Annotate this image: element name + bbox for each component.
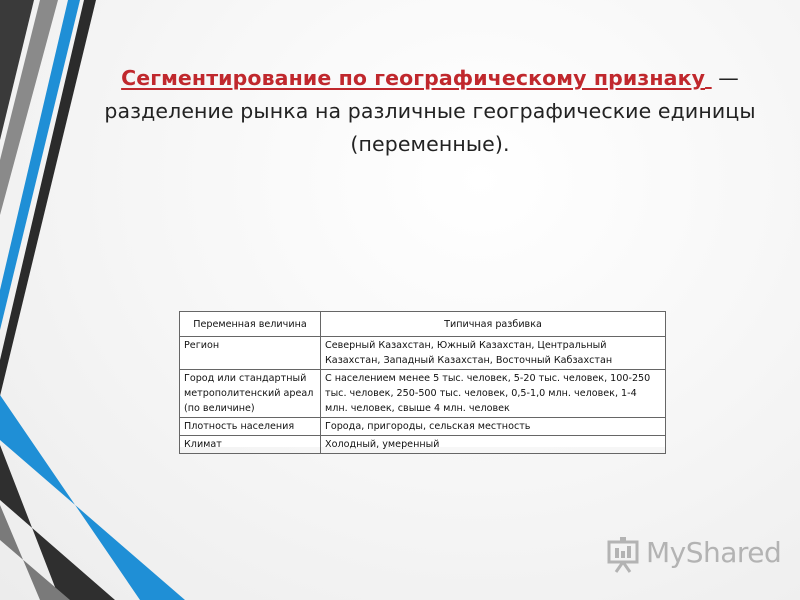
presentation-board-icon: [606, 534, 642, 574]
table-cell-variable: Регион: [180, 337, 321, 370]
table-header-row: [180, 312, 666, 337]
table-cell-variable: Город или стандартный метрополитенский ареал (по величине): [180, 370, 321, 418]
table-header-breakdown: Типичная разбивка: [321, 312, 666, 337]
table-cell-breakdown: Города, пригороды, сельская местность: [321, 418, 666, 436]
heading-dash: —: [711, 66, 739, 90]
table-row: [180, 370, 666, 418]
watermark-logo-text: MyShared: [646, 536, 782, 569]
table-header-variable: Переменная величина: [180, 312, 321, 337]
heading-term: Сегментирование по географическому признаку: [121, 66, 706, 90]
segmentation-table-container: [179, 311, 666, 450]
myshared-watermark: [604, 532, 782, 576]
segmentation-table: [179, 311, 666, 454]
stripe-bottom-dark: [0, 445, 115, 600]
table-cell-breakdown: С населением менее 5 тыс. человек, 5-20 тыс. человек, 100-250 тыс. человек, 250-500 тыс. человек, 0,5-1,0 млн. человек, 1-4 млн. человек, свыше 4 млн. человек: [321, 370, 666, 418]
table-cell-breakdown: Холодный, умеренный: [321, 436, 666, 454]
table-cell-variable: Плотность населения: [180, 418, 321, 436]
table-row: [180, 436, 666, 454]
table-cell-breakdown: Северный Казахстан, Южный Казахстан, Центральный Казахстан, Западный Казахстан, Восточный Кабзахстан: [321, 337, 666, 370]
table-row: [180, 337, 666, 370]
table-row: [180, 418, 666, 436]
slide-heading: [85, 62, 775, 161]
heading-term-space: [705, 66, 712, 90]
table-cell-variable: Климат: [180, 436, 321, 454]
heading-definition: разделение рынка на различные географические единицы (переменные).: [104, 99, 756, 156]
